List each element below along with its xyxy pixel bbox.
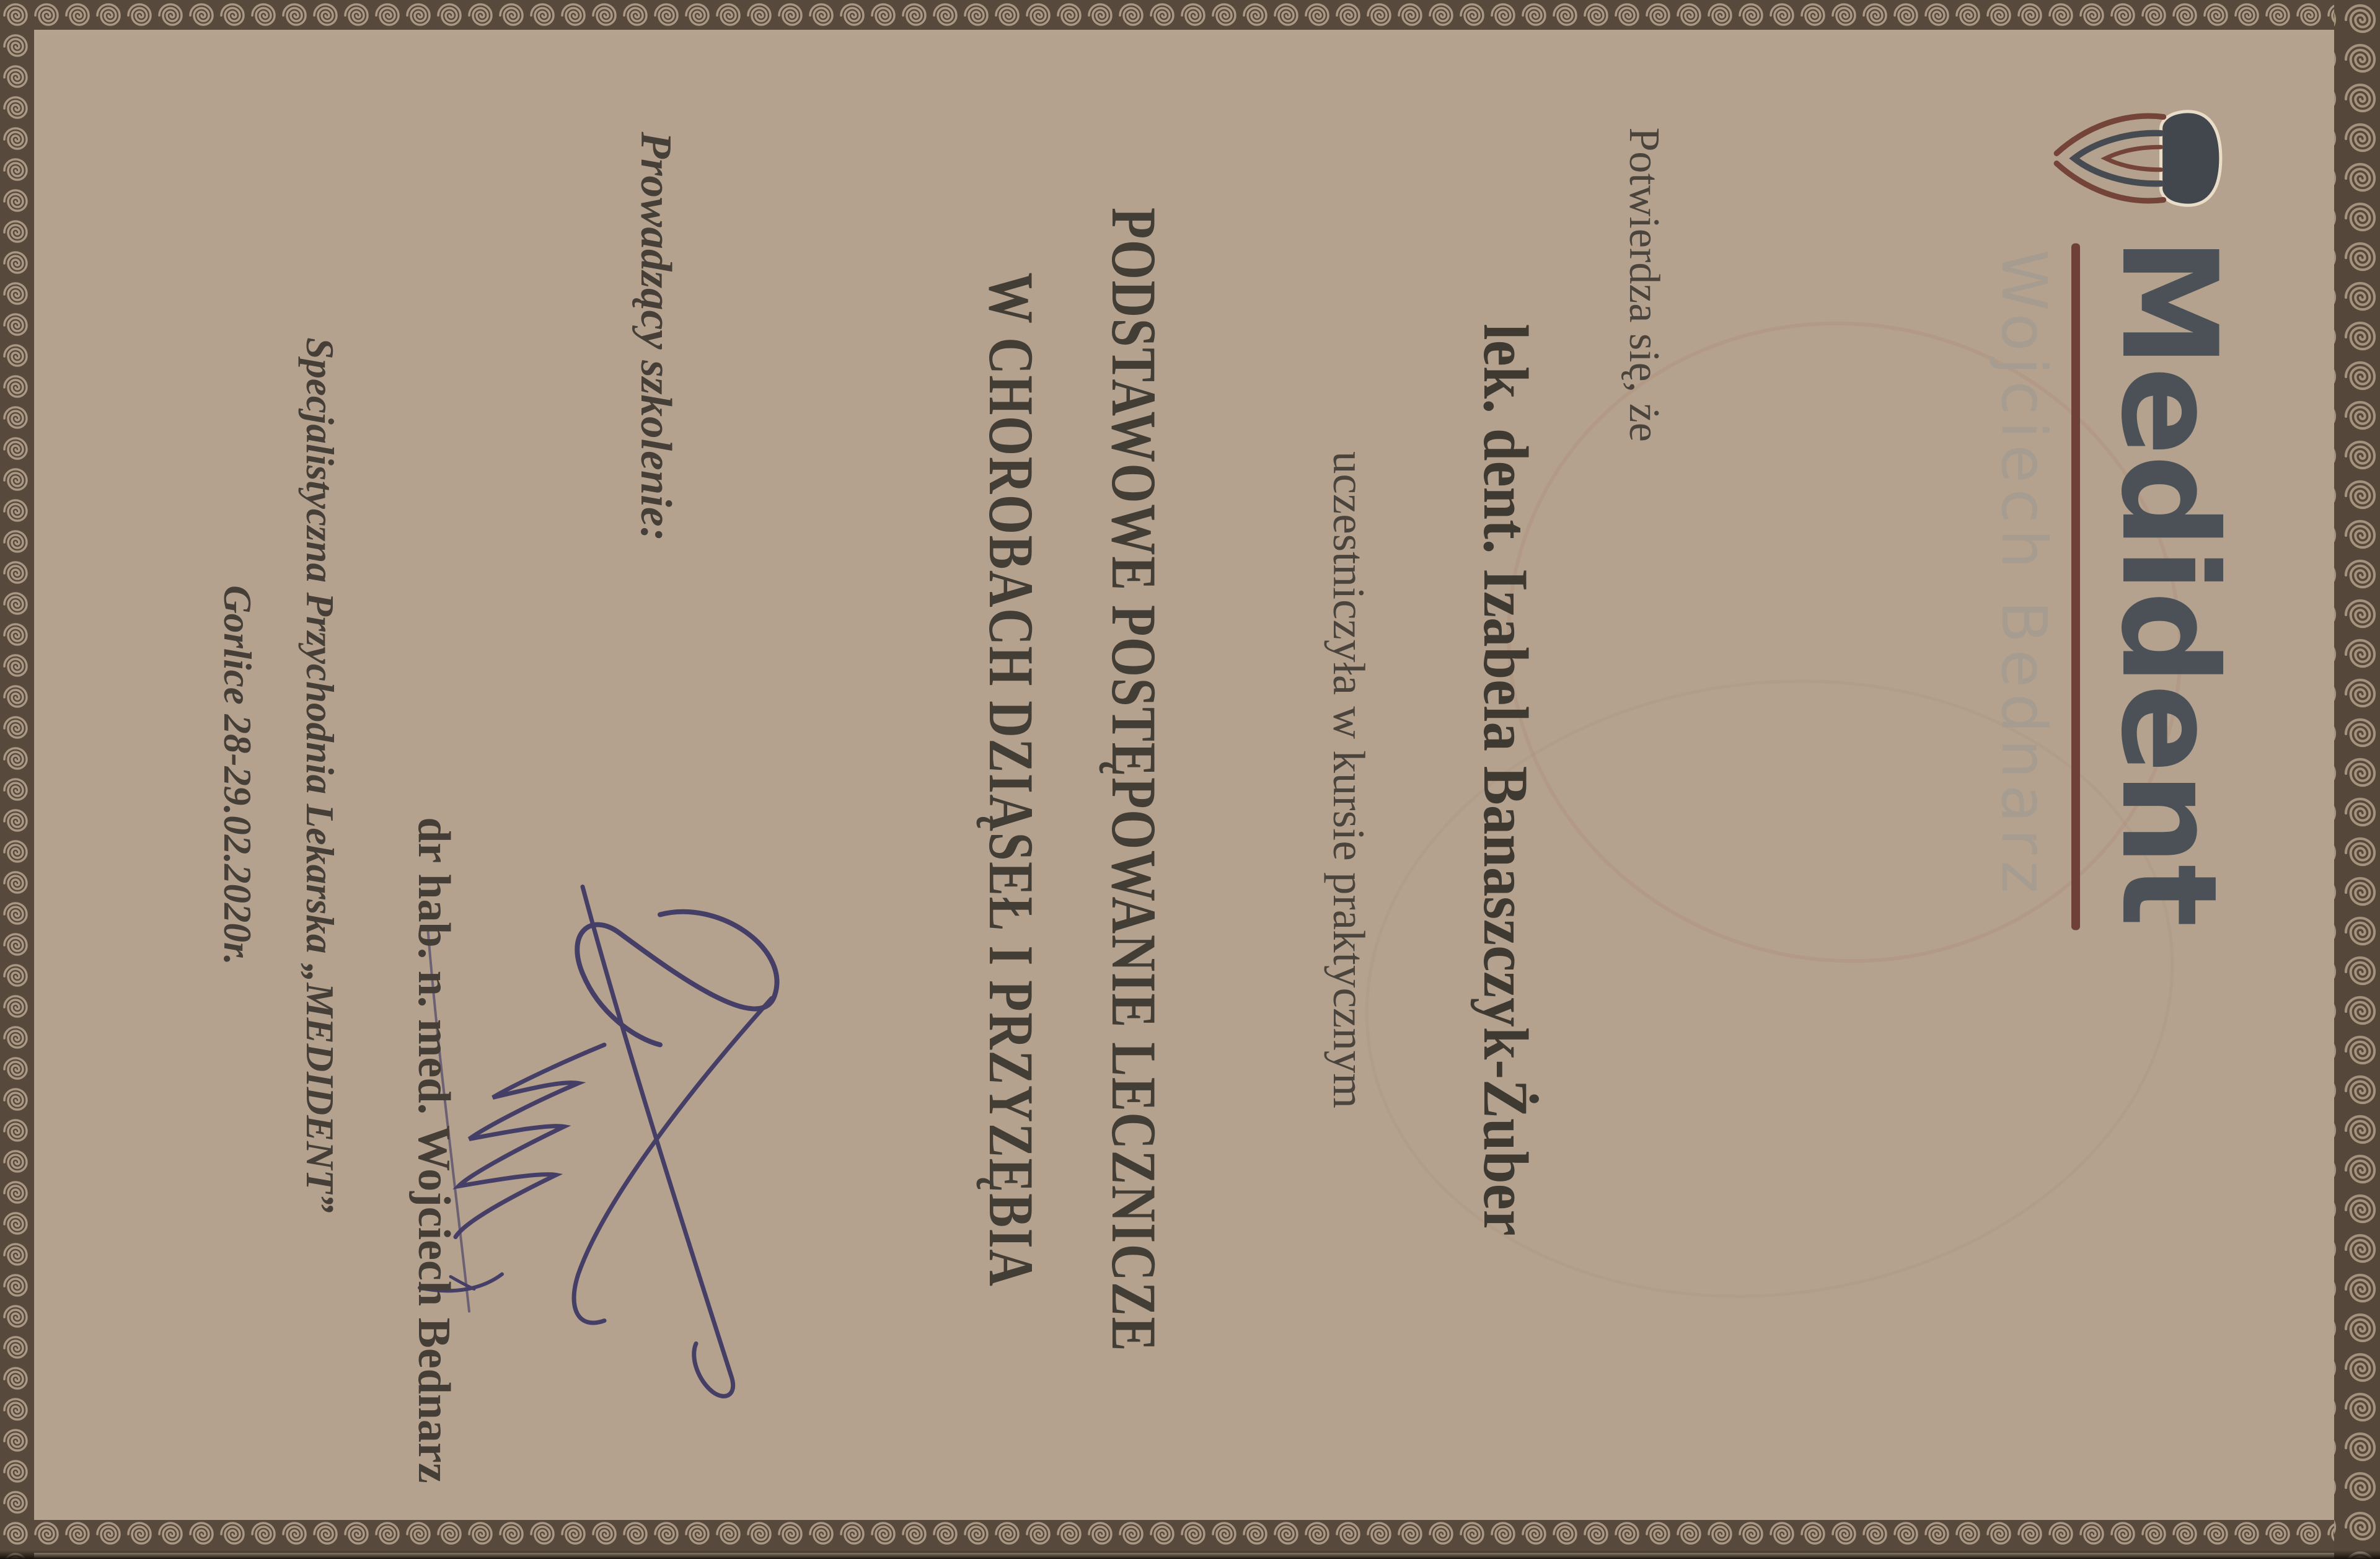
course-title-line2: W CHOROBACH DZIĄSEŁ I PRZYZĘBIA — [976, 272, 1046, 1287]
organizer-block — [196, 291, 361, 1258]
logo-brand-text: Medident — [2092, 237, 2246, 925]
tooth-cross-section-icon — [2048, 94, 2224, 222]
handwritten-signature — [394, 840, 865, 1410]
organizer-line1: Specjalistyczna Przychodnia Lekarska „MEDIDENT” — [298, 337, 342, 1213]
logo-subtitle-text: Wojciech Bednarz — [1988, 249, 2060, 899]
course-title-line1: PODSTAWOWE POSTĘPOWANIE LECZNICZE — [1098, 207, 1169, 1352]
organizer-line2: Gorlice 28-29.02.2020r. — [216, 585, 259, 965]
trainer-label: Prowadzący szkolenie: — [632, 131, 680, 541]
trainer-name: dr hab. n. med. Wojciech Bednarz — [408, 816, 459, 1483]
logo-rule — [2071, 243, 2080, 930]
participant-name: lek. dent. Izabela Banaszczyk-Żuber — [1470, 323, 1541, 1236]
participation-text: uczestniczyła w kursie praktycznym — [1324, 451, 1374, 1108]
photo-edge-shadow — [0, 1550, 2380, 1559]
intro-text: Potwierdza się, że — [1620, 127, 1668, 442]
